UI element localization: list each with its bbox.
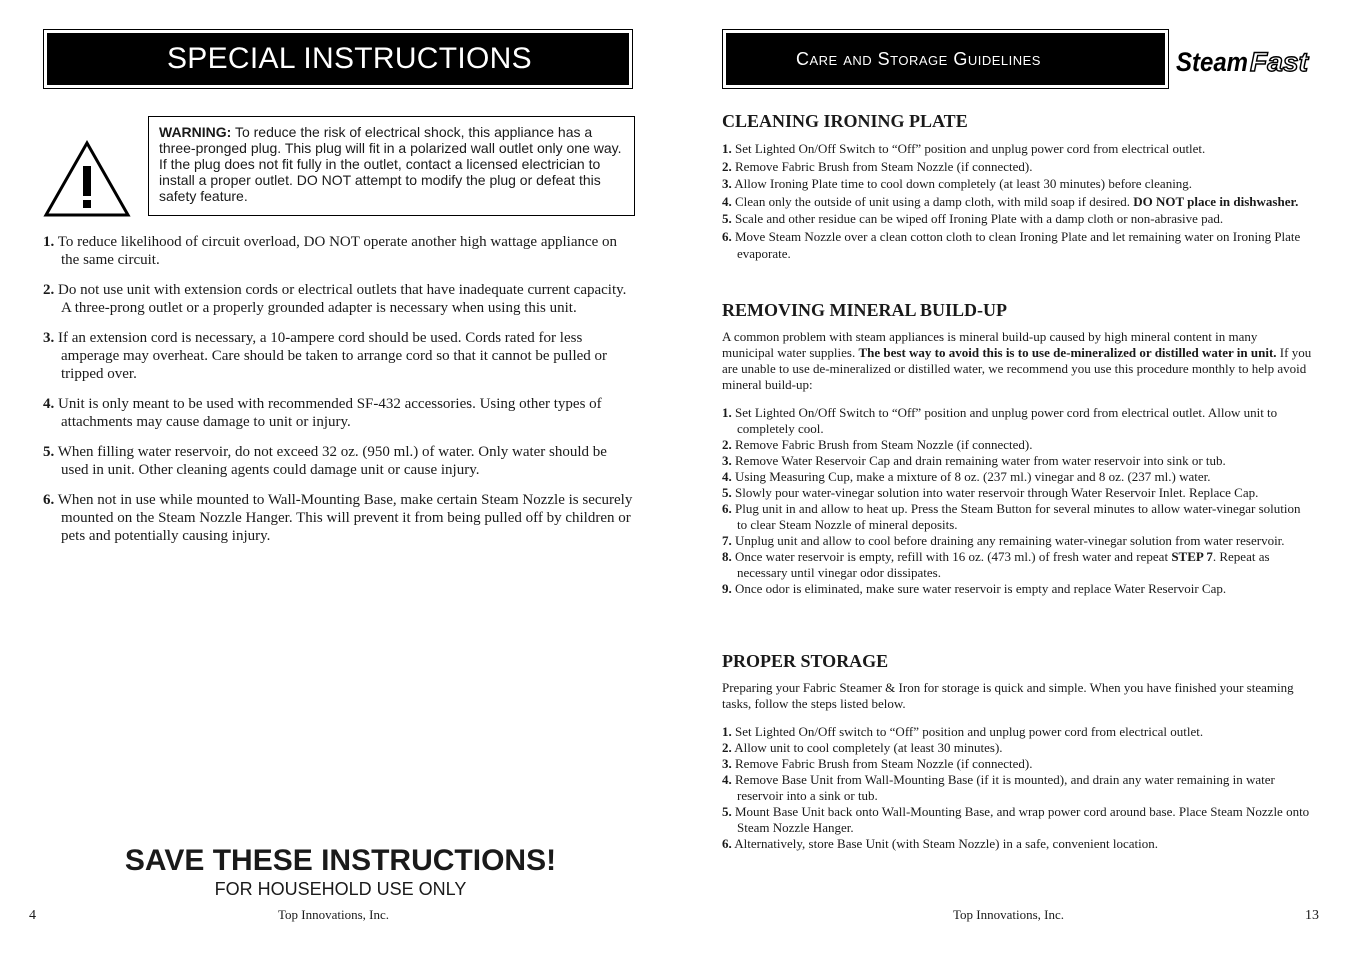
svg-text:Fast: Fast [1250,47,1310,77]
item-text: To reduce likelihood of circuit overload, DO NOT operate another high wattage appliance on the same circuit. [54,234,618,268]
steamfast-logo [1174,42,1312,78]
household-use-subtitle: FOR HOUSEHOLD USE ONLY [214,879,467,899]
storage-heading: PROPER STORAGE [722,651,889,671]
step-text: Once water reservoir is empty, refill with 16 oz. (473 ml.) of fresh water and repeat [731,549,1172,564]
step-number: 5. [722,804,732,819]
page-title: SPECIAL INSTRUCTIONS [47,33,629,85]
step-text-after: . Repeat as necessary until vinegar odor dissipates. [737,549,1270,580]
care-storage-header [722,29,1169,89]
cleaning-steps [722,140,1312,263]
step-text: Remove Base Unit from Wall-Mounting Base (if it is mounted), and drain any water remaining in water reservoir into a sink or tub. [731,772,1275,803]
item-number: 1. [43,234,55,250]
step-text: Alternatively, store Base Unit (with Steam Nozzle) in a safe, convenient location. [731,836,1158,851]
step-number: 2. [722,740,732,755]
item-number: 2. [43,282,55,298]
step-number: 6. [722,228,732,244]
list-item [722,469,1312,485]
list-item [722,724,1312,740]
step-text: Scale and other residue can be wiped off Ironing Plate with a damp cloth or non-abrasive pad. [731,211,1224,226]
item-number: 4. [43,396,55,412]
step-text: Set Lighted On/Off Switch to “Off” position and unplug power cord from electrical outlet. Allow unit to completely cool. [731,405,1278,436]
page-number: 13 [1305,908,1319,923]
step-bold-text: DO NOT place in dishwasher. [1133,193,1299,209]
list-item [722,228,1312,263]
list-item [722,193,1312,211]
item-text: Unit is only meant to be used with recommended SF-432 accessories. Using other types of attachments may cause damage to unit or injury. [54,396,602,430]
step-bold-text: STEP 7 [1171,549,1213,564]
list-item [722,175,1312,193]
step-number: 1. [722,405,732,420]
step-number: 1. [722,141,732,156]
item-text: When not in use while mounted to Wall-Mounting Base, make certain Steam Nozzle is securely mounted on the Steam Nozzle Hanger. This will prevent it from being pulled off by children or pets and potentially causing injury. [54,492,633,544]
step-text: Allow unit to cool completely (at least 30 minutes). [731,740,1003,755]
list-item [43,233,638,269]
step-text: Remove Fabric Brush from Steam Nozzle (if connected). [731,437,1033,452]
step-text: Move Steam Nozzle over a clean cotton cloth to clean Ironing Plate and let remaining water on Ironing Plate evaporate. [731,228,1301,261]
list-item [722,501,1312,533]
step-number: 3. [722,756,732,771]
mineral-steps [722,405,1312,597]
list-item [722,836,1312,852]
step-number: 3. [722,453,732,468]
save-instructions-title: SAVE THESE INSTRUCTIONS! [124,844,557,877]
svg-text:Steam: Steam [1176,47,1248,77]
step-number: 2. [722,437,732,452]
step-number: 8. [722,549,732,564]
list-item [722,549,1312,581]
list-item [43,329,638,383]
item-number: 5. [43,444,55,460]
step-number: 5. [722,485,732,500]
step-number: 4. [722,469,732,484]
list-item [722,453,1312,469]
warning-box [148,116,635,216]
left-page [0,0,675,954]
list-item [722,140,1312,158]
step-number: 5. [722,211,732,226]
footer-company: Top Innovations, Inc. [953,907,1065,922]
list-item [722,756,1312,772]
list-item [722,740,1312,756]
warning-triangle-icon [43,140,131,218]
footer-company: Top Innovations, Inc. [278,907,390,922]
mineral-heading: REMOVING MINERAL BUILD-UP [722,300,1008,320]
list-item [722,533,1312,549]
list-item [722,158,1312,176]
step-text: Remove Fabric Brush from Steam Nozzle (if connected). [731,756,1033,771]
step-text: Remove Water Reservoir Cap and drain remaining water from water reservoir into sink or tub. [731,453,1226,468]
step-text: Clean only the outside of unit using a damp cloth, with mild soap if desired. [731,193,1134,209]
step-number: 7. [722,533,732,548]
item-number: 6. [43,492,55,508]
step-text: Plug unit in and allow to heat up. Press the Steam Button for several minutes to allow water-vinegar solution to clear Steam Nozzle of mineral deposits. [731,501,1301,532]
page-number: 4 [29,908,36,923]
list-item [43,281,638,317]
step-text: Unplug unit and allow to cool before draining any remaining water-vinegar solution from water reservoir. [731,533,1285,548]
step-text: Mount Base Unit back onto Wall-Mounting Base, and wrap power cord around base. Place Steam Nozzle onto Steam Nozzle Hanger. [731,804,1310,835]
item-text: When filling water reservoir, do not exceed 32 oz. (950 ml.) of water. Only water should be used in unit. Other cleaning agents could damage unit or cause injury. [54,444,607,478]
list-item [722,437,1312,453]
step-text: Using Measuring Cup, make a mixture of 8 oz. (237 ml.) vinegar and 8 oz. (237 ml.) water. [731,469,1211,484]
step-text: Remove Fabric Brush from Steam Nozzle (if connected). [731,158,1033,174]
special-instructions-header [43,29,633,89]
list-item [722,772,1312,804]
list-item [43,491,638,545]
intro-text: If you are unable to use de-mineralized or distilled water, we recommend you use this procedure monthly to help avoid mineral build-up: [722,345,1312,392]
list-item [722,804,1312,836]
storage-steps [722,724,1312,852]
item-number: 3. [43,330,55,346]
step-number: 3. [722,176,732,191]
cleaning-heading: CLEANING IRONING PLATE [722,111,968,131]
list-item [43,395,638,431]
step-text: Allow Ironing Plate time to cool down completely (at least 30 minutes) before cleaning. [731,176,1193,191]
warning-text: To reduce the risk of electrical shock, this appliance has a three-pronged plug. This plug will fit in a polarized wall outlet only one way. If the plug does not fit fully in the outlet, contact a licensed electrician to install a proper outlet. DO NOT attempt to modify the plug or defeat this safety feature. [159,124,622,204]
step-number: 2. [722,158,732,174]
storage-intro: Preparing your Fabric Steamer & Iron for storage is quick and simple. When you have finished your steaming tasks, follow the steps listed below. [722,680,1294,711]
step-text: Once odor is eliminated, make sure water reservoir is empty and replace Water Reservoir Cap. [731,581,1227,596]
step-text: Slowly pour water-vinegar solution into water reservoir through Water Reservoir Inlet. Replace Cap. [731,485,1259,500]
mineral-intro [722,329,1312,393]
step-number: 1. [722,724,732,739]
list-item [722,485,1312,501]
step-text: Set Lighted On/Off Switch to “Off” position and unplug power cord from electrical outlet. [731,141,1206,156]
step-text: Set Lighted On/Off switch to “Off” position and unplug power cord from electrical outlet. [731,724,1204,739]
intro-bold-text: The best way to avoid this is to use de-mineralized or distilled water in unit. [858,345,1277,360]
step-number: 6. [722,836,732,851]
step-number: 9. [722,581,732,596]
special-instructions-list [43,233,638,557]
item-text: Do not use unit with extension cords or electrical outlets that have inadequate current capacity. A three-prong outlet or a properly grounded adapter is necessary when using this unit. [54,282,627,316]
warning-label: WARNING: [159,124,232,140]
step-number: 4. [722,193,732,209]
list-item [722,581,1312,597]
page-title: Care and Storage Guidelines [726,33,1165,85]
intro-text: A common problem with steam appliances is mineral build-up caused by high mineral content in many municipal water supplies. [722,329,1258,360]
right-page [676,0,1351,954]
step-number: 6. [722,501,732,516]
list-item [722,210,1312,228]
list-item [722,405,1312,437]
list-item [43,443,638,479]
item-text: If an extension cord is necessary, a 10-ampere cord should be used. Cords rated for less amperage may overheat. Care should be taken to arrange cord so that it cannot be pulled or tripped over. [54,330,608,382]
step-number: 4. [722,772,732,787]
